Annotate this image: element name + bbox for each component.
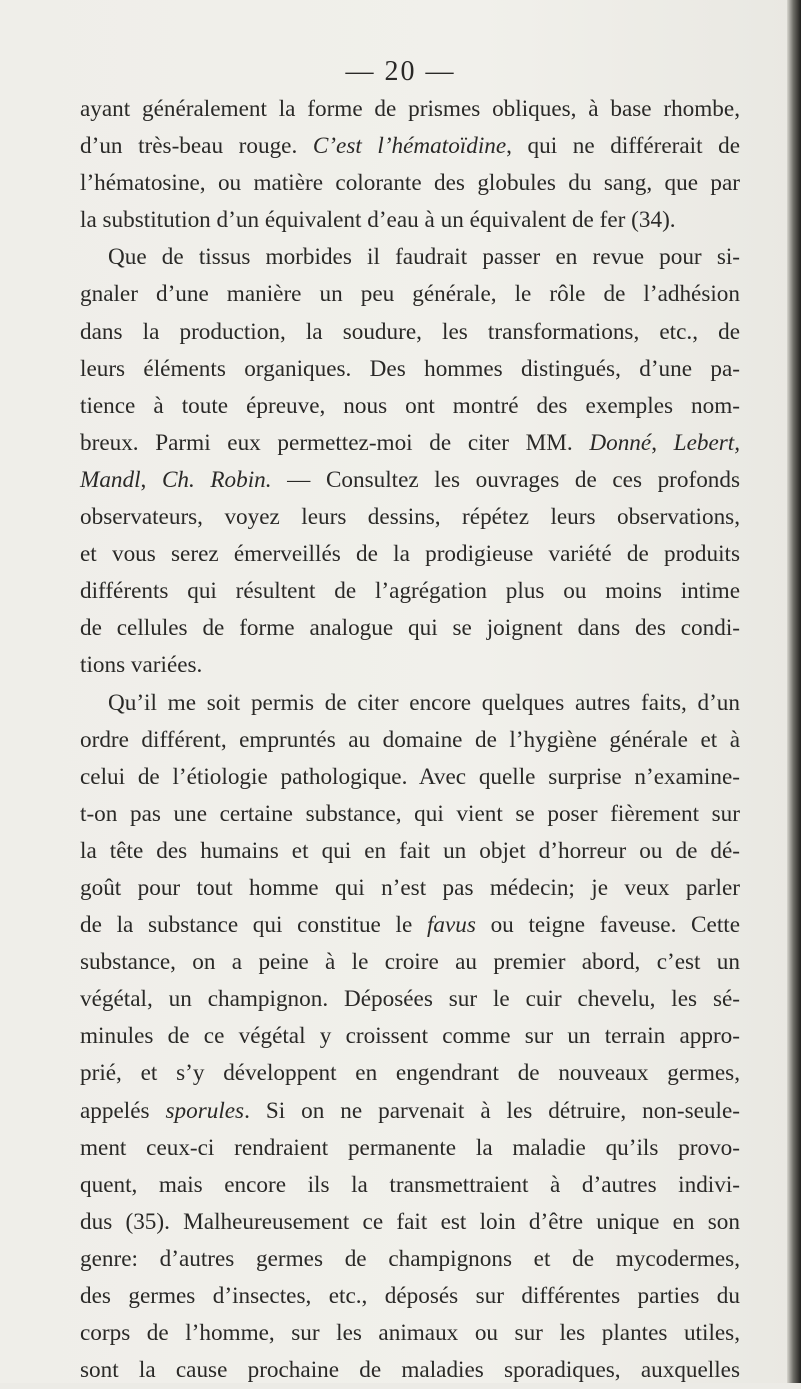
text-run: de la substance qui constitue le <box>80 912 427 939</box>
text-run: prié, et s’y développent en engendrant de nouveaux germes, <box>80 1060 740 1087</box>
text-run: goût pour tout homme qui n’est pas médecin; je veux parler <box>80 874 740 901</box>
text-line <box>80 462 740 499</box>
text-line <box>80 796 740 833</box>
text-line <box>80 610 740 647</box>
text-line <box>80 1241 740 1278</box>
page-number: — 20 — <box>345 56 456 87</box>
text-run: , <box>651 429 674 456</box>
text-line <box>80 499 740 536</box>
text-line <box>80 647 740 684</box>
text-run: appelés <box>80 1097 166 1124</box>
text-line <box>80 1018 740 1055</box>
text-run: t-on pas une certaine substance, qui vient se poser fièrement sur <box>80 800 740 827</box>
text-run: — Consultez les ouvrages de ces profonds <box>271 466 741 493</box>
text-line <box>80 128 740 165</box>
text-line <box>80 759 740 796</box>
text-run: corps de l’homme, sur les animaux ou sur les plantes utiles, <box>80 1320 740 1347</box>
text-run: tions variées. <box>80 652 203 679</box>
text-run: sont la cause prochaine de maladies sporadiques, auxquelles <box>80 1357 740 1384</box>
text-run: et vous serez émerveillés de la prodigieuse variété de produits <box>80 541 740 568</box>
text-run: de cellules de forme analogue qui se joignent dans des condi- <box>80 615 740 642</box>
text-line <box>80 425 740 462</box>
text-run: Que de tissus morbides il faudrait passer en revue pour si- <box>108 244 740 271</box>
text-run: végétal, un champignon. Déposées sur le cuir chevelu, les sé- <box>80 986 740 1013</box>
text-line <box>80 1204 740 1241</box>
text-run: différents qui résultent de l’agrégation plus ou moins intime <box>80 578 740 605</box>
text-line <box>80 239 740 276</box>
italic-text: Ch. Robin. <box>161 466 272 493</box>
text-line <box>80 388 740 425</box>
text-line <box>80 1315 740 1352</box>
text-run: genre: d’autres germes de champignons et de mycodermes, <box>80 1245 740 1272</box>
text-run: des germes d’insectes, etc., déposés sur différentes parties du <box>80 1283 740 1309</box>
text-line <box>80 165 740 202</box>
text-line <box>80 1055 740 1092</box>
text-line <box>80 1278 740 1315</box>
text-line <box>80 573 740 610</box>
text-line <box>80 981 740 1018</box>
text-run: la tête des humains et qui en fait un objet d’horreur ou de dé- <box>80 837 740 864</box>
text-line <box>80 944 740 981</box>
text-line <box>80 536 740 573</box>
text-line <box>80 1167 740 1204</box>
text-run: substance, on a peine à le croire au premier abord, c’est un <box>80 949 740 976</box>
text-run: la substitution d’un équivalent d’eau à un équivalent de fer (34). <box>80 207 676 234</box>
page-edge-shadow <box>787 0 801 1383</box>
text-line <box>80 351 740 388</box>
text-line <box>80 91 740 128</box>
text-line <box>80 276 740 313</box>
text-line <box>80 907 740 944</box>
text-run: , <box>140 466 162 493</box>
text-run: quent, mais encore ils la transmettraient à d’autres indivi- <box>80 1171 740 1198</box>
text-line <box>80 685 740 722</box>
text-run: d’un très-beau rouge. <box>80 133 313 160</box>
italic-text: Donné <box>589 429 652 456</box>
text-run: , qui ne différerait de <box>506 133 740 160</box>
text-run: dans la production, la soudure, les transformations, etc., de <box>80 318 740 345</box>
text-line <box>80 202 740 239</box>
text-run: minules de ce végétal y croissent comme sur un terrain appro- <box>80 1023 740 1050</box>
text-run: gnaler d’une manière un peu générale, le rôle de l’adhésion <box>80 281 740 308</box>
text-line <box>80 1352 740 1389</box>
text-run: observateurs, voyez leurs dessins, répétez leurs observations, <box>80 504 740 531</box>
text-line <box>80 870 740 907</box>
text-run: leurs éléments organiques. Des hommes distingués, d’une pa- <box>80 355 740 382</box>
text-run: breux. Parmi eux permettez-moi de citer MM. <box>80 429 590 456</box>
text-line <box>80 314 740 351</box>
text-line <box>80 722 740 759</box>
italic-text: C’est l’hématoïdine <box>312 133 507 160</box>
text-line <box>80 1093 740 1130</box>
text-run: ayant généralement la forme de prismes obliques, à base rhombe, <box>80 96 740 122</box>
italic-text: Mandl <box>80 466 141 493</box>
text-run: dus (35). Malheureusement ce fait est loin d’être unique en son <box>80 1208 740 1235</box>
text-run: ou teigne faveuse. Cette <box>475 912 740 939</box>
text-run: celui de l’étiologie pathologique. Avec quelle surprise n’examine- <box>80 763 740 790</box>
text-run: . Si on ne parvenait à les détruire, non-seule- <box>244 1097 740 1124</box>
body-text <box>80 91 740 1389</box>
text-run: Qu’il me soit permis de citer encore quelques autres faits, d’un <box>108 689 740 716</box>
text-line <box>80 833 740 870</box>
text-run: l’hématosine, ou matière colorante des globules du sang, que par <box>80 170 740 197</box>
text-run: ment ceux-ci rendraient permanente la maladie qu’ils provo- <box>80 1134 740 1161</box>
italic-text: sporules <box>165 1097 245 1124</box>
italic-text: Lebert, <box>673 429 741 456</box>
text-run: tience à toute épreuve, nous ont montré des exemples nom- <box>80 392 740 419</box>
text-run: ordre différent, empruntés au domaine de l’hygiène générale et à <box>80 726 740 753</box>
italic-text: favus <box>426 912 476 939</box>
text-line <box>80 1130 740 1167</box>
